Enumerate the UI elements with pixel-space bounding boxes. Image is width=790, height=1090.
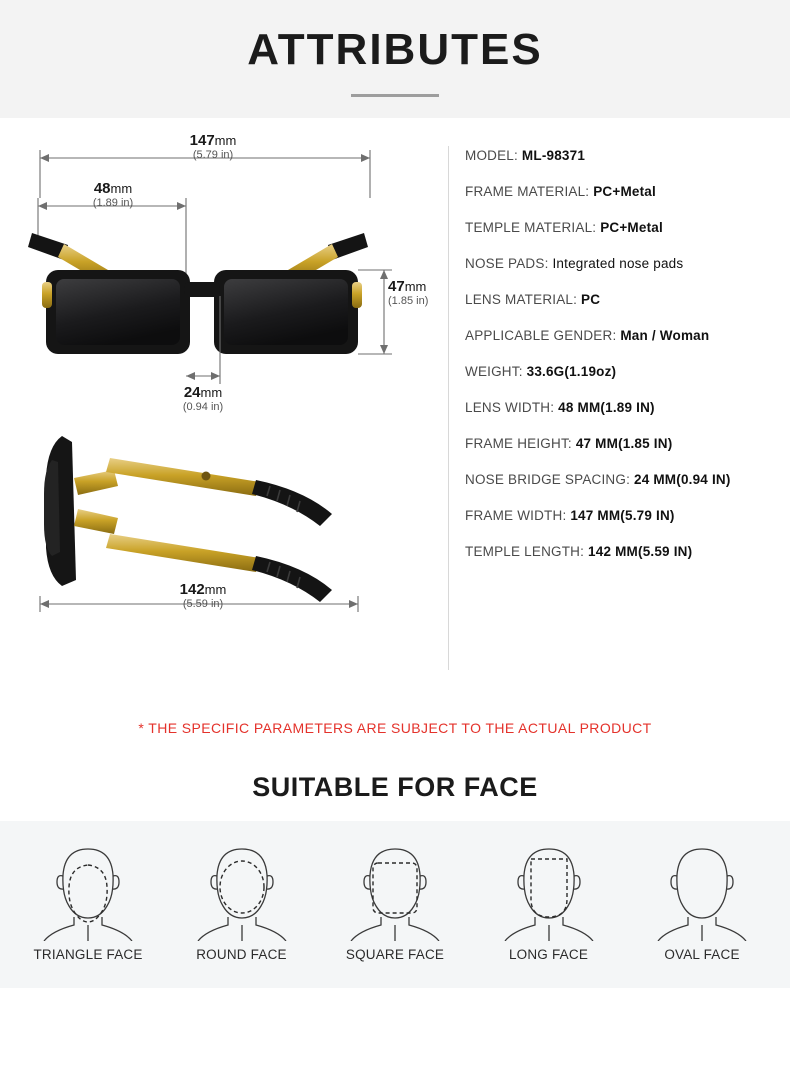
spec-row-weight	[465, 364, 780, 379]
dim-temple-length-value: 142	[179, 581, 205, 598]
vertical-divider	[448, 146, 449, 670]
front-view-svg	[18, 136, 448, 408]
spec-label: LENS WIDTH:	[465, 400, 555, 415]
face-item-long	[479, 841, 619, 962]
spec-row-temple-length	[465, 544, 780, 559]
suitable-for-face-section	[0, 772, 790, 988]
spec-value: PC+Metal	[593, 184, 656, 199]
spec-row-frame-height	[465, 436, 780, 451]
dim-temple-length	[148, 581, 258, 611]
side-view-diagram	[18, 416, 448, 656]
face-label: TRIANGLE FACE	[33, 947, 143, 962]
dim-temple-length-unit: mm	[204, 582, 227, 597]
spec-label: FRAME HEIGHT:	[465, 436, 572, 451]
face-label: SQUARE FACE	[345, 947, 445, 962]
spec-value: 147 MM(5.79 IN)	[570, 508, 675, 523]
face-shape-list	[0, 821, 790, 988]
spec-value: PC	[581, 292, 601, 307]
spec-label: MODEL:	[465, 148, 518, 163]
dim-bridge-inches: (0.94 in)	[182, 401, 224, 414]
spec-list	[465, 136, 790, 710]
spec-value: 142 MM(5.59 IN)	[588, 544, 693, 559]
spec-row-model	[465, 148, 780, 163]
spec-value: PC+Metal	[600, 220, 663, 235]
spec-row-frame-width	[465, 508, 780, 523]
spec-label: TEMPLE LENGTH:	[465, 544, 585, 559]
dim-frame-height-inches: (1.85 in)	[388, 295, 429, 308]
dim-bridge-unit: mm	[200, 385, 223, 400]
face-label: OVAL FACE	[664, 947, 740, 962]
face-item-oval	[632, 841, 772, 962]
spec-row-lens-width	[465, 400, 780, 415]
spec-label: NOSE PADS:	[465, 256, 549, 271]
long-face-icon	[489, 841, 609, 941]
dim-lens-width-inches: (1.89 in)	[92, 197, 134, 210]
spec-value: Integrated nose pads	[552, 256, 684, 271]
oval-face-icon	[642, 841, 762, 941]
dim-frame-width-unit: mm	[214, 133, 237, 148]
specification-area	[0, 118, 790, 710]
dim-bridge	[148, 384, 258, 414]
dim-bridge-value: 24	[183, 384, 201, 401]
spec-value: 24 MM(0.94 IN)	[633, 472, 731, 487]
spec-row-temple-material	[465, 220, 780, 235]
dim-temple-length-inches: (5.59 in)	[182, 598, 224, 611]
spec-label: FRAME MATERIAL:	[465, 184, 590, 199]
spec-value: 48 MM(1.89 IN)	[558, 400, 655, 415]
spec-label: APPLICABLE GENDER:	[465, 328, 617, 343]
dim-frame-height-value: 47	[388, 278, 405, 295]
disclaimer-text: * THE SPECIFIC PARAMETERS ARE SUBJECT TO THE ACTUAL PRODUCT	[138, 720, 652, 736]
face-item-round	[172, 841, 312, 962]
spec-value: 33.6G(1.19oz)	[526, 364, 617, 379]
spec-value: 47 MM(1.85 IN)	[575, 436, 673, 451]
dim-frame-width	[158, 132, 268, 162]
spec-row-nose-pads	[465, 256, 780, 271]
page-header	[0, 0, 790, 118]
face-section-title: SUITABLE FOR FACE	[252, 772, 538, 802]
spec-label: WEIGHT:	[465, 364, 523, 379]
title-underline	[351, 94, 439, 97]
dim-lens-width	[58, 180, 168, 210]
spec-row-nose-bridge-spacing	[465, 472, 780, 487]
dim-frame-width-inches: (5.79 in)	[192, 149, 234, 162]
spec-label: FRAME WIDTH:	[465, 508, 567, 523]
spec-value: Man / Woman	[620, 328, 710, 343]
dim-lens-width-unit: mm	[110, 181, 133, 196]
square-face-icon	[335, 841, 455, 941]
dim-frame-height-unit: mm	[404, 279, 427, 294]
face-label: LONG FACE	[508, 947, 589, 962]
dim-frame-width-value: 147	[189, 132, 215, 149]
product-diagrams	[0, 132, 448, 710]
face-item-triangle	[18, 841, 158, 962]
dim-frame-height	[388, 278, 466, 308]
spec-value: ML-98371	[521, 148, 586, 163]
spec-label: NOSE BRIDGE SPACING:	[465, 472, 631, 487]
spec-row-frame-material	[465, 184, 780, 199]
spec-label: LENS MATERIAL:	[465, 292, 578, 307]
dim-lens-width-value: 48	[93, 180, 111, 197]
round-face-icon	[182, 841, 302, 941]
front-view-diagram	[18, 132, 448, 414]
triangle-face-icon	[28, 841, 148, 941]
spec-label: TEMPLE MATERIAL:	[465, 220, 597, 235]
face-label: ROUND FACE	[196, 947, 287, 962]
spec-row-gender	[465, 328, 780, 343]
page-title: ATTRIBUTES	[247, 24, 543, 74]
spec-row-lens-material	[465, 292, 780, 307]
face-item-square	[325, 841, 465, 962]
